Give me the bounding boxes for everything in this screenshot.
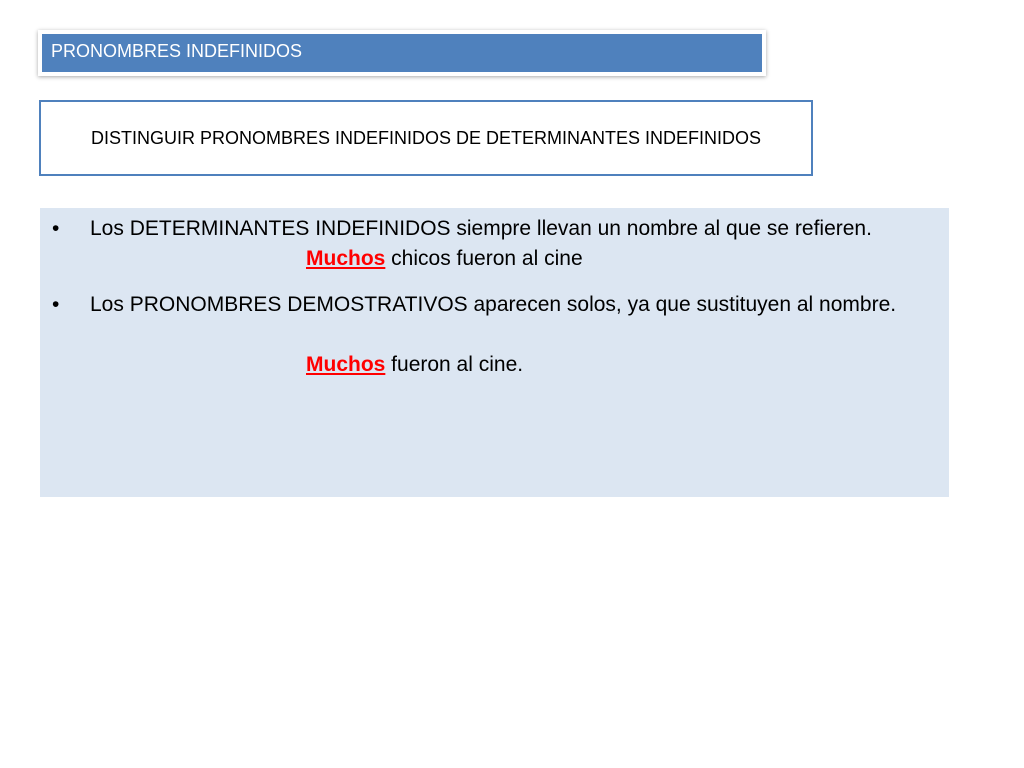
bullet-icon: • — [52, 217, 60, 240]
subtitle-box — [39, 100, 813, 176]
bullet-text: Los PRONOMBRES DEMOSTRATIVOS aparecen solos, ya que sustituyen al nombre. — [90, 293, 897, 316]
spacer — [90, 274, 939, 290]
example-rest: fueron al cine. — [385, 353, 524, 376]
title-bar — [38, 30, 766, 76]
bullet-icon: • — [52, 293, 60, 316]
example-sentence — [90, 350, 939, 380]
example-emphasis: Muchos — [306, 353, 386, 376]
bullet-point-pronombres — [52, 290, 939, 320]
example-emphasis: Muchos — [306, 247, 386, 270]
bullet-text: Los DETERMINANTES INDEFINIDOS siempre llevan un nombre al que se refieren. — [90, 217, 872, 240]
example-sentence — [90, 244, 939, 274]
content-box — [40, 208, 949, 497]
slide-title: PRONOMBRES INDEFINIDOS — [42, 34, 762, 72]
example-rest: chicos fueron al cine — [385, 247, 583, 270]
spacer — [90, 320, 939, 350]
bullet-point-determinantes — [52, 214, 939, 244]
subtitle-text: DISTINGUIR PRONOMBRES INDEFINIDOS DE DETERMINANTES INDEFINIDOS — [90, 128, 762, 148]
